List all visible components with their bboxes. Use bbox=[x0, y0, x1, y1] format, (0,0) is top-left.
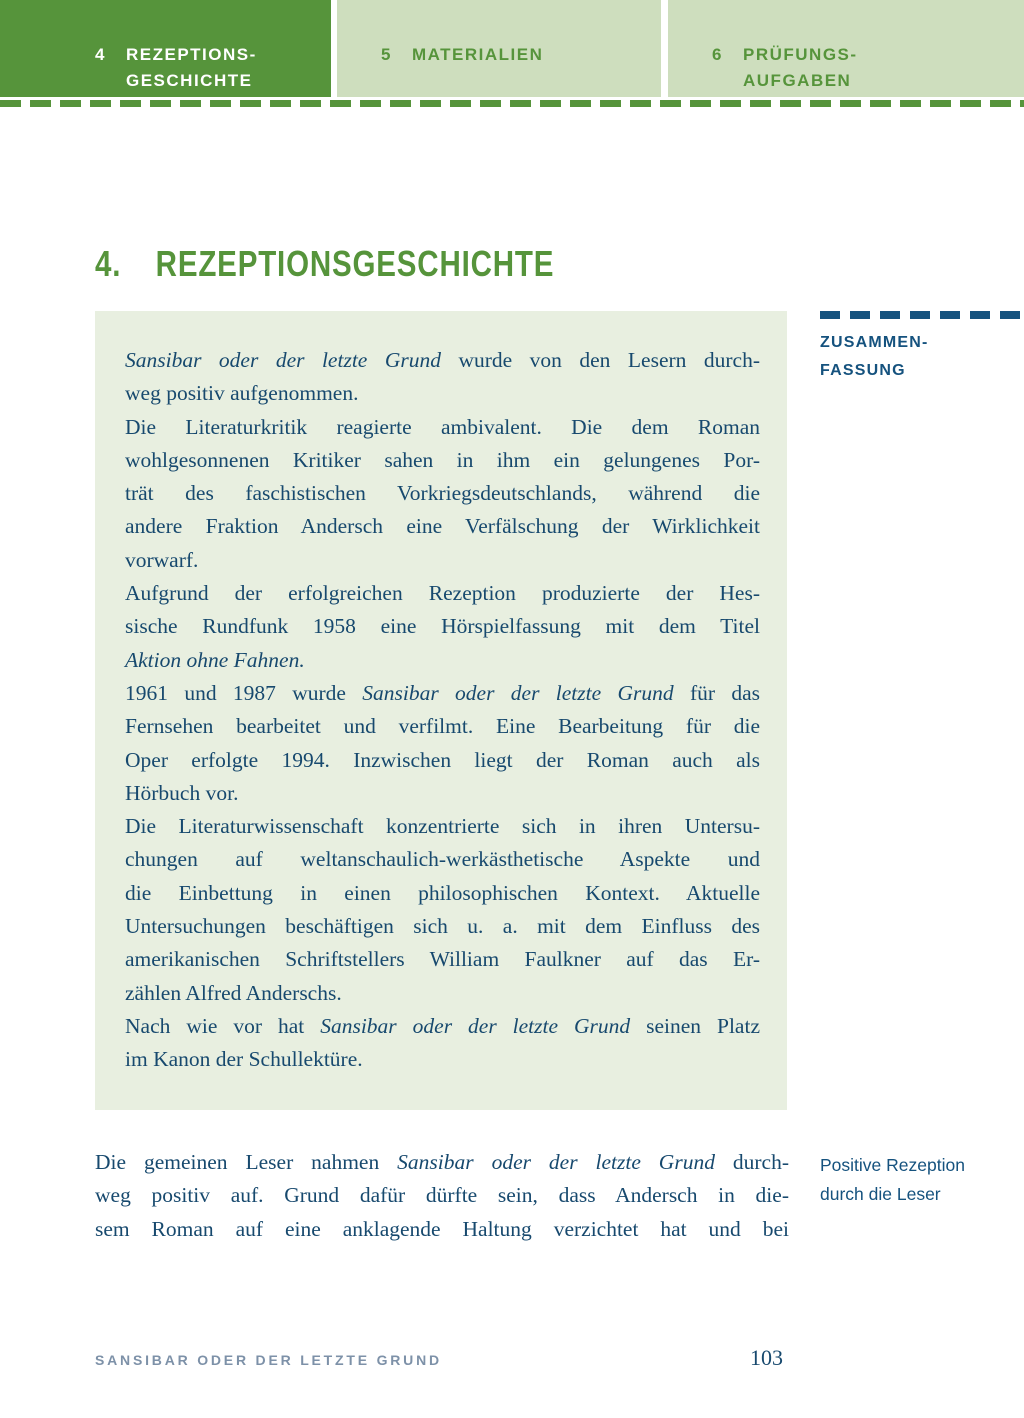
chapter-number: 4. bbox=[95, 243, 122, 284]
chapter-heading bbox=[95, 243, 554, 285]
margin-label-zusammenfassung: ZUSAMMEN- FASSUNG bbox=[820, 334, 929, 379]
body-paragraph: Die gemeinen Leser nahmen Sansibar oder der letzte Grund durch- weg positiv auf. Grund dafür dürfte sein, dass Andersch in die- sem Roman auf eine anklagende Haltung verzichtet hat und bei bbox=[95, 1150, 789, 1241]
page-number: 103 bbox=[750, 1345, 783, 1370]
tab-materialien bbox=[337, 0, 661, 97]
summary-box bbox=[95, 311, 787, 1110]
tab-number: 4 bbox=[95, 45, 106, 64]
tab-label: REZEPTIONS- GESCHICHTE bbox=[126, 45, 257, 90]
tab-label: MATERIALIEN bbox=[412, 45, 544, 64]
tab-pruefungsaufgaben bbox=[668, 0, 1024, 97]
tab-number: 5 bbox=[381, 45, 392, 64]
margin-note-positive-rezeption: Positive Rezeption durch die Leser bbox=[820, 1155, 965, 1204]
dashed-rule-blue bbox=[820, 311, 1024, 319]
tab-number: 6 bbox=[712, 45, 723, 64]
dashed-rule-green bbox=[0, 100, 1024, 107]
summary-text: Sansibar oder der letzte Grund wurde von den Lesern durch- weg positiv aufgenommen. Die Literaturkritik reagierte ambivalent. Die dem Roman wohlgesonnenen Kritiker sahen in ihm ein gelungenes Por- trät des faschistischen Vorkriegsdeutschlands, während die andere Fraktion Andersch eine Verfälschung der Wirklichkeit vorwarf. Aufgrund der erfolgreichen Rezeption produzierte der Hes- sische Rundfunk 1958 eine Hörspielfassung mit dem Titel Aktion ohne Fahnen. 1961 und 1987 wurde Sansibar oder der letzte Grund für das Fernsehen bearbeitet und verfilmt. Eine Bearbeitung für die Oper erfolgte 1994. Inzwischen liegt der Roman auch als Hörbuch vor. Die Literaturwissenschaft konzentrierte sich in ihren Untersu- chungen auf weltanschaulich-werkästhetische Aspekte und die Einbettung in einen philosophischen Kontext. Aktuelle Untersuchungen beschäftigen sich u. a. mit dem Einfluss des amerikanischen Schriftstellers William Faulkner auf das Er- zählen Alfred Anderschs. Nach wie vor hat Sansibar oder der letzte Grund seinen Platz im Kanon der Schullektüre. bbox=[125, 348, 761, 1072]
running-title: SANSIBAR ODER DER LETZTE GRUND bbox=[95, 1352, 442, 1368]
chapter-title: REZEPTIONSGESCHICHTE bbox=[155, 243, 555, 284]
tab-label: PRÜFUNGS- AUFGABEN bbox=[743, 45, 858, 90]
tab-rezeptionsgeschichte bbox=[0, 0, 331, 97]
